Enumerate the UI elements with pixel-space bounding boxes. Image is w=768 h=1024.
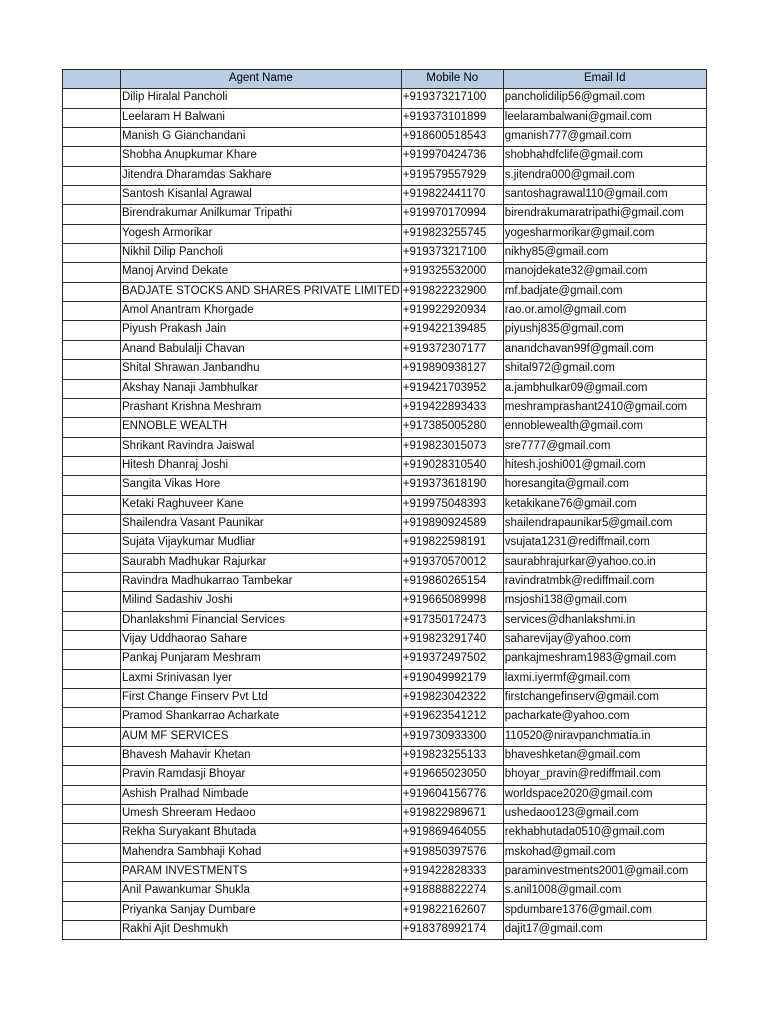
row-index-cell <box>63 398 121 417</box>
agent-table <box>62 69 707 940</box>
table-row <box>63 553 707 572</box>
row-index-cell <box>63 689 121 708</box>
email-cell: pankajmeshram1983@gmail.com <box>503 650 706 669</box>
table-row <box>63 921 707 940</box>
agent-name-cell: Vijay Uddhaorao Sahare <box>121 630 402 649</box>
row-index-cell <box>63 476 121 495</box>
agent-name-cell: First Change Finserv Pvt Ltd <box>121 689 402 708</box>
agent-name-cell: Dhanlakshmi Financial Services <box>121 611 402 630</box>
table-row <box>63 437 707 456</box>
mobile-cell: +919373618190 <box>401 476 503 495</box>
email-cell: paraminvestments2001@gmail.com <box>503 863 706 882</box>
mobile-cell: +919579557929 <box>401 166 503 185</box>
mobile-cell: +919665089998 <box>401 592 503 611</box>
agent-name-cell: Prashant Krishna Meshram <box>121 398 402 417</box>
header-row <box>63 70 707 89</box>
table-row <box>63 89 707 108</box>
email-cell: rekhabhutada0510@gmail.com <box>503 824 706 843</box>
email-cell: piyushj835@gmail.com <box>503 321 706 340</box>
mobile-cell: +919823255745 <box>401 224 503 243</box>
mobile-cell: +919372307177 <box>401 340 503 359</box>
email-cell: hitesh.joshi001@gmail.com <box>503 456 706 475</box>
agent-name-cell: Anil Pawankumar Shukla <box>121 882 402 901</box>
mobile-cell: +919869464055 <box>401 824 503 843</box>
row-index-cell <box>63 727 121 746</box>
email-cell: sre7777@gmail.com <box>503 437 706 456</box>
table-row <box>63 534 707 553</box>
table-row <box>63 863 707 882</box>
email-cell: laxmi.iyermf@gmail.com <box>503 669 706 688</box>
row-index-cell <box>63 302 121 321</box>
table-row <box>63 244 707 263</box>
agent-name-cell: Umesh Shreeram Hedaoo <box>121 805 402 824</box>
table-row <box>63 514 707 533</box>
mobile-cell: +917385005280 <box>401 418 503 437</box>
row-index-cell <box>63 592 121 611</box>
mobile-cell: +917350172473 <box>401 611 503 630</box>
header-mobile-no: Mobile No <box>401 70 503 89</box>
email-cell: s.anil1008@gmail.com <box>503 882 706 901</box>
mobile-cell: +919421703952 <box>401 379 503 398</box>
email-cell: pacharkate@yahoo.com <box>503 708 706 727</box>
row-index-cell <box>63 456 121 475</box>
row-index-cell <box>63 766 121 785</box>
agent-name-cell: Pramod Shankarrao Acharkate <box>121 708 402 727</box>
table-row <box>63 456 707 475</box>
email-cell: vsujata1231@rediffmail.com <box>503 534 706 553</box>
table-row <box>63 805 707 824</box>
table-row <box>63 882 707 901</box>
table-row <box>63 495 707 514</box>
mobile-cell: +919970170994 <box>401 205 503 224</box>
mobile-cell: +919860265154 <box>401 572 503 591</box>
row-index-cell <box>63 321 121 340</box>
table-row <box>63 476 707 495</box>
table-row <box>63 340 707 359</box>
row-index-cell <box>63 630 121 649</box>
agent-name-cell: Shital Shrawan Janbandhu <box>121 360 402 379</box>
agent-name-cell: Ravindra Madhukarrao Tambekar <box>121 572 402 591</box>
email-cell: shobhahdfclife@gmail.com <box>503 147 706 166</box>
row-index-cell <box>63 205 121 224</box>
row-index-cell <box>63 340 121 359</box>
agent-name-cell: Dilip Hiralal Pancholi <box>121 89 402 108</box>
row-index-cell <box>63 282 121 301</box>
email-cell: gmanish777@gmail.com <box>503 128 706 147</box>
email-cell: mf.badjate@gmail.com <box>503 282 706 301</box>
row-index-cell <box>63 186 121 205</box>
row-index-cell <box>63 921 121 940</box>
agent-name-cell: BADJATE STOCKS AND SHARES PRIVATE LIMITED <box>121 282 402 301</box>
row-index-cell <box>63 611 121 630</box>
agent-name-cell: Laxmi Srinivasan Iyer <box>121 669 402 688</box>
email-cell: 110520@niravpanchmatia.in <box>503 727 706 746</box>
email-cell: ketakikane76@gmail.com <box>503 495 706 514</box>
email-cell: bhaveshketan@gmail.com <box>503 747 706 766</box>
table-row <box>63 689 707 708</box>
mobile-cell: +919422828333 <box>401 863 503 882</box>
email-cell: mskohad@gmail.com <box>503 843 706 862</box>
table-row <box>63 398 707 417</box>
email-cell: yogesharmorikar@gmail.com <box>503 224 706 243</box>
email-cell: nikhy85@gmail.com <box>503 244 706 263</box>
email-cell: shailendrapaunikar5@gmail.com <box>503 514 706 533</box>
mobile-cell: +919822441170 <box>401 186 503 205</box>
mobile-cell: +919922920934 <box>401 302 503 321</box>
mobile-cell: +919850397576 <box>401 843 503 862</box>
table-row <box>63 669 707 688</box>
agent-name-cell: Pravin Ramdasji Bhoyar <box>121 766 402 785</box>
agent-name-cell: Rekha Suryakant Bhutada <box>121 824 402 843</box>
row-index-cell <box>63 650 121 669</box>
agent-name-cell: Manish G Gianchandani <box>121 128 402 147</box>
row-index-cell <box>63 805 121 824</box>
agent-name-cell: Pankaj Punjaram Meshram <box>121 650 402 669</box>
email-cell: bhoyar_pravin@rediffmail.com <box>503 766 706 785</box>
agent-name-cell: Anand Babulalji Chavan <box>121 340 402 359</box>
table-row <box>63 843 707 862</box>
table-row <box>63 418 707 437</box>
email-cell: pancholidilip56@gmail.com <box>503 89 706 108</box>
agent-name-cell: Priyanka Sanjay Dumbare <box>121 901 402 920</box>
table-row <box>63 282 707 301</box>
agent-name-cell: Yogesh Armorikar <box>121 224 402 243</box>
agent-name-cell: Shrikant Ravindra Jaiswal <box>121 437 402 456</box>
table-row <box>63 360 707 379</box>
mobile-cell: +919665023050 <box>401 766 503 785</box>
row-index-cell <box>63 360 121 379</box>
table-row <box>63 824 707 843</box>
table-row <box>63 379 707 398</box>
table-row <box>63 186 707 205</box>
email-cell: spdumbare1376@gmail.com <box>503 901 706 920</box>
table-body <box>63 89 707 940</box>
row-index-cell <box>63 244 121 263</box>
mobile-cell: +919890938127 <box>401 360 503 379</box>
agent-name-cell: Ketaki Raghuveer Kane <box>121 495 402 514</box>
mobile-cell: +919822162607 <box>401 901 503 920</box>
row-index-cell <box>63 843 121 862</box>
row-index-cell <box>63 824 121 843</box>
row-index-cell <box>63 863 121 882</box>
mobile-cell: +919604156776 <box>401 785 503 804</box>
row-index-cell <box>63 166 121 185</box>
header-blank <box>63 70 121 89</box>
agent-name-cell: Birendrakumar Anilkumar Tripathi <box>121 205 402 224</box>
mobile-cell: +919422893433 <box>401 398 503 417</box>
row-index-cell <box>63 263 121 282</box>
agent-name-cell: ENNOBLE WEALTH <box>121 418 402 437</box>
mobile-cell: +918600518543 <box>401 128 503 147</box>
email-cell: services@dhanlakshmi.in <box>503 611 706 630</box>
table-row <box>63 263 707 282</box>
agent-name-cell: Nikhil Dilip Pancholi <box>121 244 402 263</box>
mobile-cell: +919822598191 <box>401 534 503 553</box>
row-index-cell <box>63 553 121 572</box>
email-cell: worldspace2020@gmail.com <box>503 785 706 804</box>
mobile-cell: +919822232900 <box>401 282 503 301</box>
agent-name-cell: Shailendra Vasant Paunikar <box>121 514 402 533</box>
agent-name-cell: Bhavesh Mahavir Khetan <box>121 747 402 766</box>
email-cell: ennoblewealth@gmail.com <box>503 418 706 437</box>
email-cell: msjoshi138@gmail.com <box>503 592 706 611</box>
row-index-cell <box>63 147 121 166</box>
row-index-cell <box>63 572 121 591</box>
table-row <box>63 592 707 611</box>
email-cell: leelarambalwani@gmail.com <box>503 108 706 127</box>
table-row <box>63 727 707 746</box>
row-index-cell <box>63 224 121 243</box>
mobile-cell: +919373217100 <box>401 244 503 263</box>
mobile-cell: +919970424736 <box>401 147 503 166</box>
agent-name-cell: Rakhi Ajit Deshmukh <box>121 921 402 940</box>
agent-name-cell: Piyush Prakash Jain <box>121 321 402 340</box>
table-row <box>63 128 707 147</box>
mobile-cell: +919823015073 <box>401 437 503 456</box>
table-row <box>63 321 707 340</box>
agent-name-cell: Ashish Pralhad Nimbade <box>121 785 402 804</box>
agent-name-cell: Milind Sadashiv Joshi <box>121 592 402 611</box>
row-index-cell <box>63 418 121 437</box>
table-row <box>63 650 707 669</box>
agent-name-cell: Shobha Anupkumar Khare <box>121 147 402 166</box>
row-index-cell <box>63 785 121 804</box>
mobile-cell: +919372497502 <box>401 650 503 669</box>
row-index-cell <box>63 514 121 533</box>
row-index-cell <box>63 108 121 127</box>
agent-name-cell: Sujata Vijaykumar Mudliar <box>121 534 402 553</box>
row-index-cell <box>63 882 121 901</box>
table-row <box>63 630 707 649</box>
table-row <box>63 785 707 804</box>
mobile-cell: +919373217100 <box>401 89 503 108</box>
email-cell: dajit17@gmail.com <box>503 921 706 940</box>
row-index-cell <box>63 747 121 766</box>
agent-name-cell: Amol Anantram Khorgade <box>121 302 402 321</box>
table-row <box>63 224 707 243</box>
mobile-cell: +918888822274 <box>401 882 503 901</box>
mobile-cell: +919823042322 <box>401 689 503 708</box>
row-index-cell <box>63 534 121 553</box>
email-cell: manojdekate32@gmail.com <box>503 263 706 282</box>
row-index-cell <box>63 708 121 727</box>
mobile-cell: +919975048393 <box>401 495 503 514</box>
email-cell: santoshagrawal110@gmail.com <box>503 186 706 205</box>
mobile-cell: +919822989671 <box>401 805 503 824</box>
agent-name-cell: Manoj Arvind Dekate <box>121 263 402 282</box>
table-row <box>63 611 707 630</box>
mobile-cell: +919325532000 <box>401 263 503 282</box>
row-index-cell <box>63 89 121 108</box>
mobile-cell: +918378992174 <box>401 921 503 940</box>
mobile-cell: +919730933300 <box>401 727 503 746</box>
email-cell: shital972@gmail.com <box>503 360 706 379</box>
email-cell: horesangita@gmail.com <box>503 476 706 495</box>
email-cell: ushedaoo123@gmail.com <box>503 805 706 824</box>
agent-name-cell: Saurabh Madhukar Rajurkar <box>121 553 402 572</box>
table-row <box>63 147 707 166</box>
table-row <box>63 302 707 321</box>
agent-name-cell: Akshay Nanaji Jambhulkar <box>121 379 402 398</box>
mobile-cell: +919370570012 <box>401 553 503 572</box>
agent-name-cell: Sangita Vikas Hore <box>121 476 402 495</box>
email-cell: ravindratmbk@rediffmail.com <box>503 572 706 591</box>
row-index-cell <box>63 669 121 688</box>
mobile-cell: +919623541212 <box>401 708 503 727</box>
agent-name-cell: AUM MF SERVICES <box>121 727 402 746</box>
mobile-cell: +919373101899 <box>401 108 503 127</box>
mobile-cell: +919028310540 <box>401 456 503 475</box>
table-row <box>63 166 707 185</box>
agent-name-cell: Jitendra Dharamdas Sakhare <box>121 166 402 185</box>
email-cell: birendrakumaratripathi@gmail.com <box>503 205 706 224</box>
header-agent-name: Agent Name <box>121 70 402 89</box>
email-cell: s.jitendra000@gmail.com <box>503 166 706 185</box>
mobile-cell: +919422139485 <box>401 321 503 340</box>
mobile-cell: +919049992179 <box>401 669 503 688</box>
mobile-cell: +919823291740 <box>401 630 503 649</box>
agent-name-cell: Leelaram H Balwani <box>121 108 402 127</box>
email-cell: saurabhrajurkar@yahoo.co.in <box>503 553 706 572</box>
agent-name-cell: Santosh Kisanlal Agrawal <box>121 186 402 205</box>
table-row <box>63 901 707 920</box>
table-row <box>63 108 707 127</box>
table-row <box>63 747 707 766</box>
row-index-cell <box>63 901 121 920</box>
email-cell: meshramprashant2410@gmail.com <box>503 398 706 417</box>
mobile-cell: +919890924589 <box>401 514 503 533</box>
email-cell: rao.or.amol@gmail.com <box>503 302 706 321</box>
email-cell: anandchavan99f@gmail.com <box>503 340 706 359</box>
row-index-cell <box>63 495 121 514</box>
agent-name-cell: PARAM INVESTMENTS <box>121 863 402 882</box>
agent-name-cell: Hitesh Dhanraj Joshi <box>121 456 402 475</box>
table-row <box>63 766 707 785</box>
agent-name-cell: Mahendra Sambhaji Kohad <box>121 843 402 862</box>
row-index-cell <box>63 128 121 147</box>
row-index-cell <box>63 379 121 398</box>
email-cell: firstchangefinserv@gmail.com <box>503 689 706 708</box>
table-row <box>63 708 707 727</box>
table-row <box>63 572 707 591</box>
header-email-id: Email Id <box>503 70 706 89</box>
email-cell: a.jambhulkar09@gmail.com <box>503 379 706 398</box>
email-cell: saharevijay@yahoo.com <box>503 630 706 649</box>
row-index-cell <box>63 437 121 456</box>
table-row <box>63 205 707 224</box>
mobile-cell: +919823255133 <box>401 747 503 766</box>
